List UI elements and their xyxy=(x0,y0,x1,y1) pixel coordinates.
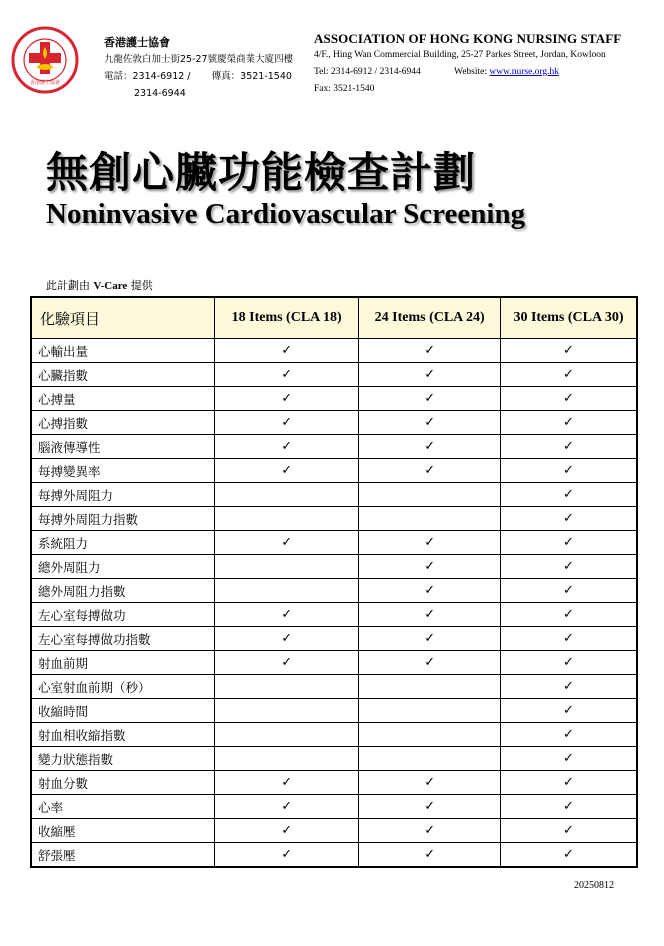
empty-cell xyxy=(359,483,501,507)
tel-en: Tel: 2314-6912 / 2314-6944 xyxy=(314,67,421,77)
association-logo xyxy=(10,22,80,102)
check-icon: ✓ xyxy=(500,603,637,627)
check-icon: ✓ xyxy=(500,627,637,651)
check-icon: ✓ xyxy=(214,339,359,363)
test-item-label: 總外周阻力 xyxy=(31,555,214,579)
check-icon: ✓ xyxy=(500,699,637,723)
test-item-label: 心率 xyxy=(31,795,214,819)
empty-cell xyxy=(214,555,359,579)
table-row xyxy=(31,843,637,868)
check-icon: ✓ xyxy=(214,819,359,843)
test-item-label: 射血相收縮指數 xyxy=(31,723,214,747)
provided-by-prefix: 此計劃由 xyxy=(46,279,94,292)
check-icon: ✓ xyxy=(214,387,359,411)
check-icon: ✓ xyxy=(500,435,637,459)
table-row xyxy=(31,819,637,843)
check-icon: ✓ xyxy=(359,579,501,603)
check-icon: ✓ xyxy=(359,819,501,843)
check-icon: ✓ xyxy=(500,555,637,579)
fax-zh: 傳真：3521-1540 xyxy=(211,71,292,82)
check-icon: ✓ xyxy=(214,627,359,651)
test-item-label: 系統阻力 xyxy=(31,531,214,555)
address-en: 4/F., Hing Wan Commercial Building, 25-27 Parkes Street, Jordan, Kowloon xyxy=(314,50,606,60)
table-row xyxy=(31,435,637,459)
address-zh: 九龍佐敦白加士街25-27號慶榮商業大廈四樓 xyxy=(104,54,294,65)
table-row xyxy=(31,387,637,411)
check-icon: ✓ xyxy=(500,387,637,411)
check-icon: ✓ xyxy=(214,603,359,627)
org-name-en: ASSOCIATION OF HONG KONG NURSING STAFF xyxy=(314,31,622,46)
empty-cell xyxy=(359,507,501,531)
check-icon: ✓ xyxy=(214,651,359,675)
header-english xyxy=(314,30,621,98)
table-row xyxy=(31,795,637,819)
tel2-zh: 2314-6944 xyxy=(134,88,186,99)
check-icon: ✓ xyxy=(500,651,637,675)
check-icon: ✓ xyxy=(500,579,637,603)
check-icon: ✓ xyxy=(500,507,637,531)
table-row xyxy=(31,747,637,771)
table-row xyxy=(31,651,637,675)
check-icon: ✓ xyxy=(500,771,637,795)
header-cla30: 30 Items (CLA 30) xyxy=(500,297,637,339)
check-icon: ✓ xyxy=(500,339,637,363)
test-item-label: 左心室每搏做功指數 xyxy=(31,627,214,651)
check-icon: ✓ xyxy=(500,459,637,483)
page-title-en: Noninvasive Cardiovascular Screening xyxy=(46,198,526,230)
fax-en: Fax: 3521-1540 xyxy=(314,84,375,94)
test-item-label: 總外周阻力指數 xyxy=(31,579,214,603)
check-icon: ✓ xyxy=(214,459,359,483)
table-row xyxy=(31,555,637,579)
header-cla18: 18 Items (CLA 18) xyxy=(214,297,359,339)
check-icon: ✓ xyxy=(500,819,637,843)
check-icon: ✓ xyxy=(500,795,637,819)
test-item-label: 心搏指數 xyxy=(31,411,214,435)
screening-items-table xyxy=(30,296,638,868)
check-icon: ✓ xyxy=(214,795,359,819)
check-icon: ✓ xyxy=(359,459,501,483)
table-row xyxy=(31,603,637,627)
empty-cell xyxy=(359,675,501,699)
test-item-label: 射血分數 xyxy=(31,771,214,795)
check-icon: ✓ xyxy=(214,411,359,435)
check-icon: ✓ xyxy=(359,651,501,675)
check-icon: ✓ xyxy=(500,363,637,387)
table-row xyxy=(31,675,637,699)
test-item-label: 心輸出量 xyxy=(31,339,214,363)
table-row xyxy=(31,483,637,507)
table-header-row xyxy=(31,297,637,339)
empty-cell xyxy=(359,699,501,723)
check-icon: ✓ xyxy=(214,435,359,459)
test-item-label: 收縮時間 xyxy=(31,699,214,723)
check-icon: ✓ xyxy=(500,843,637,868)
empty-cell xyxy=(359,723,501,747)
check-icon: ✓ xyxy=(359,387,501,411)
test-item-label: 心搏量 xyxy=(31,387,214,411)
check-icon: ✓ xyxy=(359,843,501,868)
table-row xyxy=(31,339,637,363)
check-icon: ✓ xyxy=(500,483,637,507)
check-icon: ✓ xyxy=(359,627,501,651)
provided-by-suffix: 提供 xyxy=(127,279,153,292)
check-icon: ✓ xyxy=(359,411,501,435)
check-icon: ✓ xyxy=(359,795,501,819)
check-icon: ✓ xyxy=(214,531,359,555)
check-icon: ✓ xyxy=(214,363,359,387)
header-chinese xyxy=(104,34,293,102)
test-item-label: 腦液傳導性 xyxy=(31,435,214,459)
table-row xyxy=(31,579,637,603)
check-icon: ✓ xyxy=(500,411,637,435)
test-item-label: 每搏外周阻力 xyxy=(31,483,214,507)
empty-cell xyxy=(214,483,359,507)
test-item-label: 左心室每搏做功 xyxy=(31,603,214,627)
test-item-label: 每搏外周阻力指數 xyxy=(31,507,214,531)
test-item-label: 心臟指數 xyxy=(31,363,214,387)
website-link[interactable]: www.nurse.org.hk xyxy=(489,67,560,77)
test-item-label: 變力狀態指數 xyxy=(31,747,214,771)
table-row xyxy=(31,363,637,387)
svg-text:香港護士協會: 香港護士協會 xyxy=(29,80,61,86)
check-icon: ✓ xyxy=(359,531,501,555)
empty-cell xyxy=(214,675,359,699)
table-row xyxy=(31,627,637,651)
check-icon: ✓ xyxy=(500,723,637,747)
test-item-label: 舒張壓 xyxy=(31,843,214,868)
check-icon: ✓ xyxy=(500,747,637,771)
org-name-zh: 香港護士協會 xyxy=(104,36,170,49)
tel-zh: 電話：2314-6912 / xyxy=(104,71,191,82)
check-icon: ✓ xyxy=(359,603,501,627)
empty-cell xyxy=(359,747,501,771)
provided-by xyxy=(46,277,153,293)
check-icon: ✓ xyxy=(359,555,501,579)
check-icon: ✓ xyxy=(214,843,359,868)
empty-cell xyxy=(214,747,359,771)
test-item-label: 收縮壓 xyxy=(31,819,214,843)
check-icon: ✓ xyxy=(214,771,359,795)
check-icon: ✓ xyxy=(359,771,501,795)
check-icon: ✓ xyxy=(359,339,501,363)
table-row xyxy=(31,507,637,531)
table-row xyxy=(31,531,637,555)
test-item-label: 射血前期 xyxy=(31,651,214,675)
table-row xyxy=(31,411,637,435)
table-row xyxy=(31,459,637,483)
empty-cell xyxy=(214,723,359,747)
empty-cell xyxy=(214,507,359,531)
document-code: 20250812 xyxy=(574,880,614,891)
table-row xyxy=(31,699,637,723)
check-icon: ✓ xyxy=(500,531,637,555)
table-row xyxy=(31,771,637,795)
header-cla24: 24 Items (CLA 24) xyxy=(359,297,501,339)
check-icon: ✓ xyxy=(359,435,501,459)
test-item-label: 每搏變異率 xyxy=(31,459,214,483)
provider-brand: V-Care xyxy=(93,280,128,292)
empty-cell xyxy=(214,579,359,603)
test-item-label: 心室射血前期（秒） xyxy=(31,675,214,699)
website-label: Website: xyxy=(454,67,490,77)
empty-cell xyxy=(214,699,359,723)
check-icon: ✓ xyxy=(359,363,501,387)
header-test-item: 化驗項目 xyxy=(31,297,214,339)
check-icon: ✓ xyxy=(500,675,637,699)
page-title-zh: 無創心臟功能檢查計劃 xyxy=(46,148,477,197)
table-row xyxy=(31,723,637,747)
